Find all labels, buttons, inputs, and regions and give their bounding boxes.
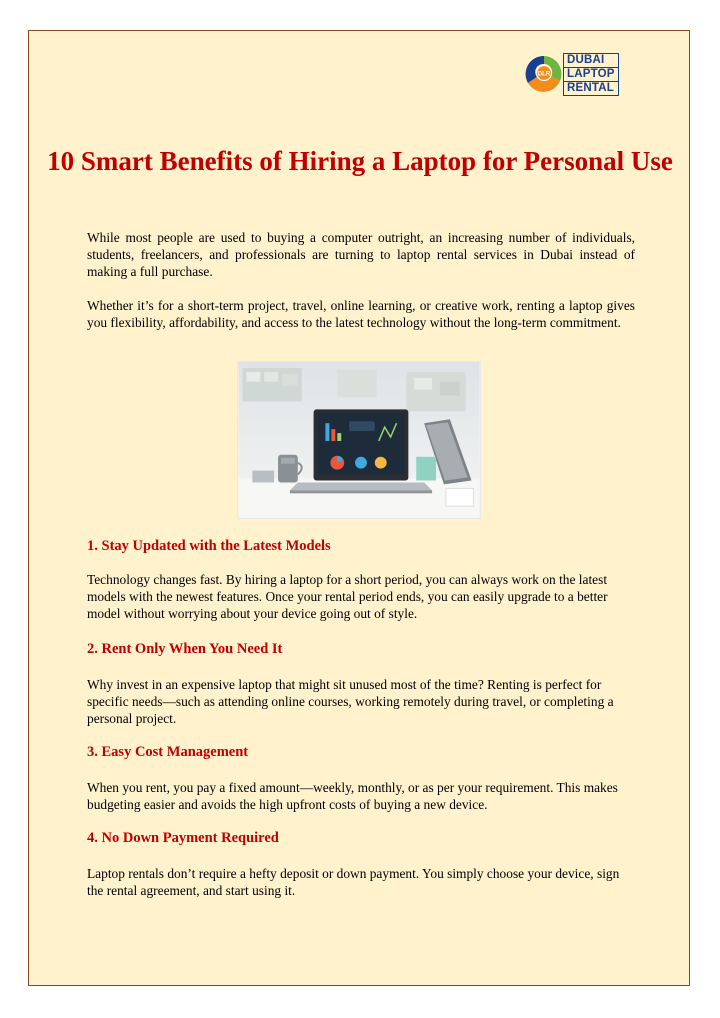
section-heading-2: 2. Rent Only When You Need It xyxy=(87,641,283,657)
laptop-desk-photo xyxy=(237,361,481,519)
intro-paragraph-1: While most people are used to buying a computer outright, an increasing number of individuals, students, freelancers, and professionals are turning to laptop rental services in Dubai instead of making a full purchase. xyxy=(87,230,635,280)
logo-line-rental: RENTAL xyxy=(563,81,619,96)
page-title: 10 Smart Benefits of Hiring a Laptop for Personal Use xyxy=(47,146,673,176)
company-logo xyxy=(523,51,627,97)
section-body-3: When you rent, you pay a fixed amount—weekly, monthly, or as per your requirement. This makes budgeting easier and avoids the high upfront costs of buying a new device. xyxy=(87,780,618,813)
logo-badge: DLR xyxy=(537,71,551,78)
logo-line-dubai: DUBAI xyxy=(563,53,619,68)
section-body-2: Why invest in an expensive laptop that might sit unused most of the time? Renting is perfect for specific needs—such as attending online courses, working remotely during travel, or completing a personal project. xyxy=(87,677,614,727)
section-heading-3: 3. Easy Cost Management xyxy=(87,744,249,760)
logo-line-laptop: LAPTOP xyxy=(563,67,619,82)
intro-paragraph-2: Whether it’s for a short-term project, travel, online learning, or creative work, renting a laptop gives you flexibility, affordability, and access to the latest technology without the long-term commitment. xyxy=(87,298,635,331)
section-body-4: Laptop rentals don’t require a hefty deposit or down payment. You simply choose your device, sign the rental agreement, and start using it. xyxy=(87,866,620,899)
logo-swirl-icon xyxy=(523,53,565,95)
section-heading-1: 1. Stay Updated with the Latest Models xyxy=(87,538,331,554)
document-page xyxy=(28,30,690,986)
section-body-1: Technology changes fast. By hiring a laptop for a short period, you can always work on the latest models with the newest features. Once your rental period ends, you can easily upgrade to a better model without worrying about your device going out of style. xyxy=(87,572,608,622)
section-heading-4: 4. No Down Payment Required xyxy=(87,830,279,846)
